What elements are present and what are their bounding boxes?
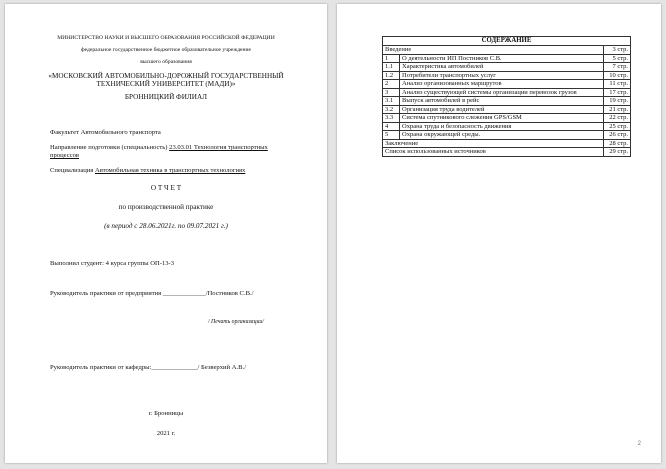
report-title: О Т Ч Е Т	[150, 184, 182, 192]
toc-title: Выпуск автомобилей в рейс	[400, 97, 604, 106]
toc-number: 1.1	[383, 63, 400, 72]
toc-title: Система спутникового слежения GPS/GSM	[400, 114, 604, 123]
toc-page	[337, 4, 661, 463]
toc-row	[383, 122, 631, 131]
toc-title: Потребители транспортных услуг	[400, 71, 604, 80]
department-supervisor: Руководитель практики от кафедры:______________/ Безверхий А.В./	[50, 364, 247, 371]
toc-number: 3.3	[383, 114, 400, 123]
toc-title: Введение	[383, 46, 604, 55]
toc-row	[383, 131, 631, 140]
toc-title: Заключение	[383, 139, 604, 148]
education-level: высшего образования	[140, 59, 192, 65]
toc-number: 3.1	[383, 97, 400, 106]
toc-page: 5 стр.	[604, 54, 631, 63]
toc-title: Организация труда водителей	[400, 105, 604, 114]
toc-row	[383, 54, 631, 63]
direction-value-cont: процессов	[50, 152, 80, 159]
toc-page: 11 стр.	[604, 80, 631, 89]
toc-table	[382, 36, 631, 157]
branch-name: БРОННИЦКИЙ ФИЛИАЛ	[124, 93, 208, 101]
report-period: (в период с 28.06.2021г. по 09.07.2021 г.)	[104, 222, 228, 230]
toc-row	[383, 97, 631, 106]
toc-page: 29 стр.	[604, 148, 631, 157]
city: г. Бронницы	[148, 410, 184, 417]
toc-row	[383, 63, 631, 72]
toc-title: Анализ организованных маршрутов	[400, 80, 604, 89]
toc-row	[383, 105, 631, 114]
toc-row	[383, 114, 631, 123]
year: 2021 г.	[156, 430, 176, 437]
toc-page: 28 стр.	[604, 139, 631, 148]
faculty: Факультет Автомобильного транспорта	[50, 129, 161, 136]
toc-page: 10 стр.	[604, 71, 631, 80]
toc-title: Характеристика автомобилей	[400, 63, 604, 72]
toc-title: Охрана окружающей среды.	[400, 131, 604, 140]
toc-page: 26 стр.	[604, 131, 631, 140]
toc-page: 19 стр.	[604, 97, 631, 106]
institution-type: федеральное государственное бюджетное образовательное учреждение	[80, 47, 251, 53]
toc-page: 17 стр.	[604, 88, 631, 97]
toc-page: 25 стр.	[604, 122, 631, 131]
specialization-line	[50, 167, 245, 174]
page-number: 2	[637, 441, 641, 447]
toc-page: 21 стр.	[604, 105, 631, 114]
specialization-value: Автомобильная техника в транспортных технологиях	[95, 167, 246, 174]
enterprise-supervisor: Руководитель практики от предприятия _____________/Постников С.В./	[50, 290, 254, 297]
direction-label: Направление подготовки (специальность)	[50, 144, 168, 151]
toc-page: 22 стр.	[604, 114, 631, 123]
toc-title: Анализ существующей системы организации перевозок грузов	[400, 88, 604, 97]
toc-row	[383, 71, 631, 80]
toc-body	[383, 46, 631, 157]
toc-row	[383, 80, 631, 89]
toc-header-row	[383, 37, 631, 46]
toc-number: 3.2	[383, 105, 400, 114]
toc-page: 7 стр.	[604, 63, 631, 72]
toc-number: 5	[383, 131, 400, 140]
toc-row	[383, 148, 631, 157]
toc-row	[383, 88, 631, 97]
toc-number: 3	[383, 88, 400, 97]
toc-title: О деятельности ИП Постников С.В.	[400, 54, 604, 63]
direction-line	[50, 144, 268, 151]
toc-heading: СОДЕРЖАНИЕ	[383, 37, 631, 46]
toc-number: 1	[383, 54, 400, 63]
university-line1: «МОСКОВСКИЙ АВТОМОБИЛЬНО-ДОРОЖНЫЙ ГОСУДАРСТВЕННЫЙ	[48, 72, 284, 80]
specialization-label: Специализация	[50, 167, 94, 174]
toc-number: 4	[383, 122, 400, 131]
toc-title: Список использованных источников	[383, 148, 604, 157]
toc-row	[383, 139, 631, 148]
title-page	[5, 4, 327, 463]
toc-page: 3 стр.	[604, 46, 631, 55]
toc-number: 1.2	[383, 71, 400, 80]
toc-title: Охрана труда и безопасность движения	[400, 122, 604, 131]
performed-by: Выполнил студент: 4 курса группы ОП-13-3	[50, 260, 175, 267]
direction-value: 23.03.01 Технология транспортных	[169, 144, 268, 151]
ministry-line: МИНИСТЕРСТВО НАУКИ И ВЫСШЕГО ОБРАЗОВАНИЯ РОССИЙСКОЙ ФЕДЕРАЦИИ	[57, 35, 275, 41]
toc-number: 2	[383, 80, 400, 89]
report-subtitle: по производственной практике	[118, 203, 214, 211]
university-line2: ТЕХНИЧЕСКИЙ УНИВЕРСИТЕТ (МАДИ)»	[96, 80, 236, 88]
stamp-placeholder: / Печать организации/	[208, 319, 264, 325]
toc-row	[383, 46, 631, 55]
